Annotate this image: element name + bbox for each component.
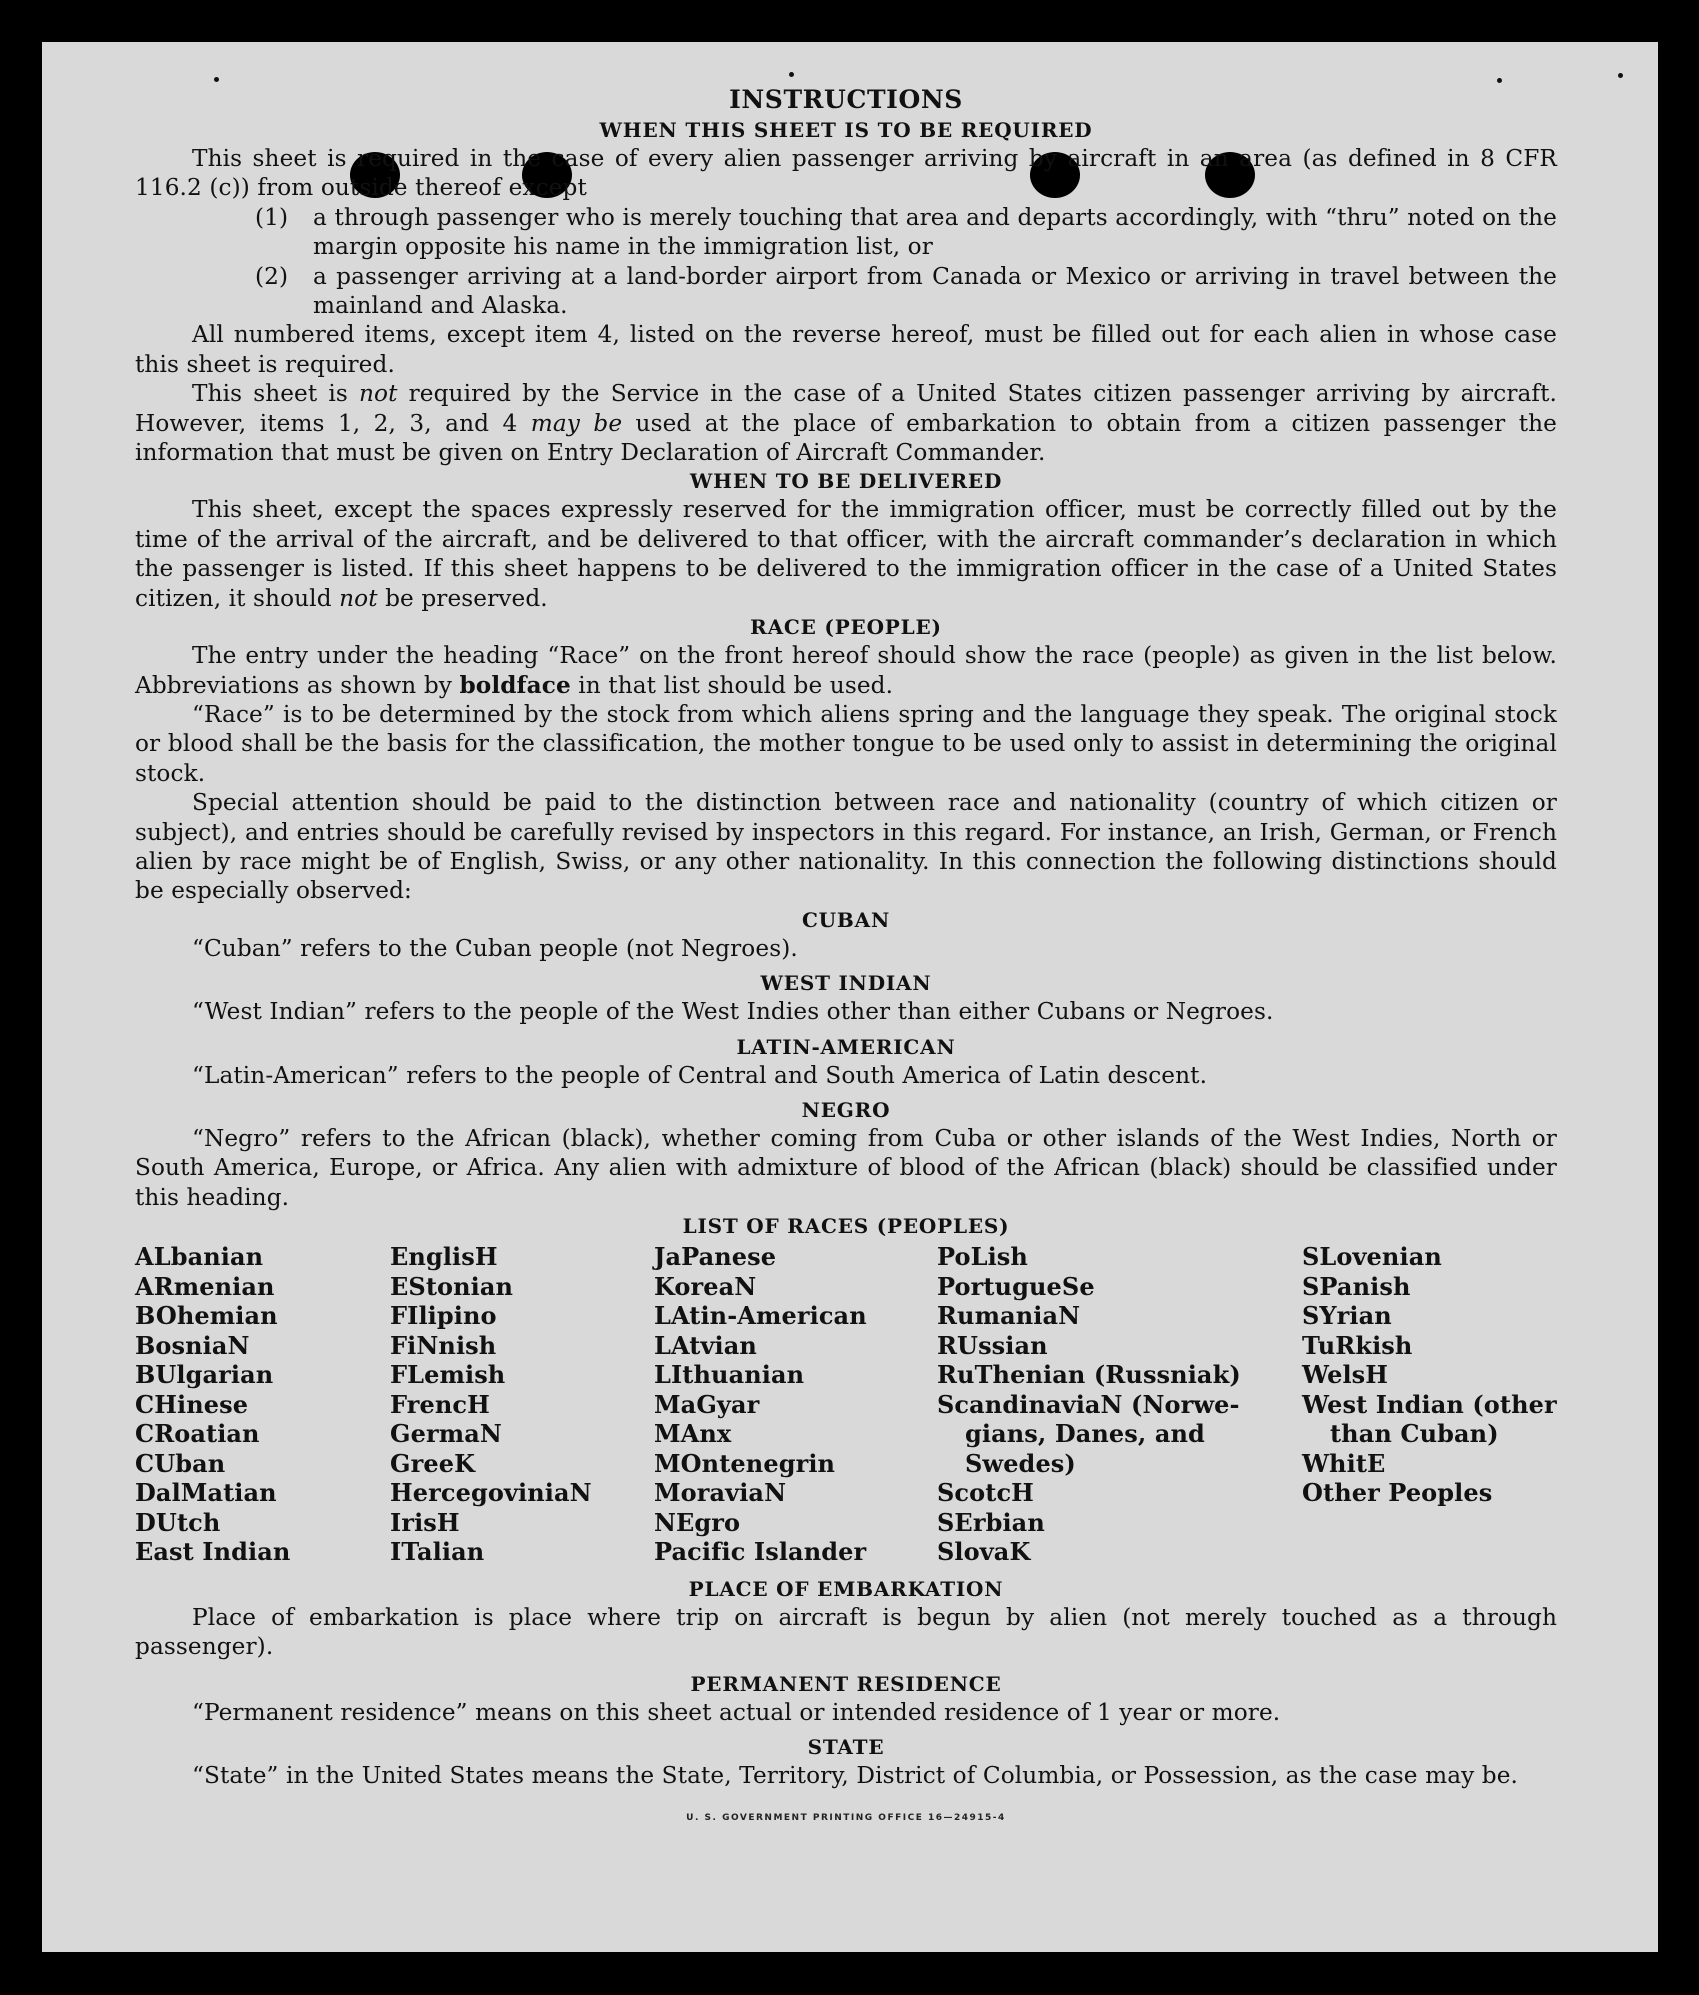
- item-text: a through passenger who is merely touching that area and departs accordingly, with “thru” noted on the margin opposite his name in the immigration list, or: [313, 203, 1557, 261]
- speck: [1618, 73, 1623, 78]
- printer-footer: U. S. GOVERNMENT PRINTING OFFICE 16—24915-4: [686, 1813, 1006, 1824]
- numbered-item: [255, 203, 1557, 262]
- race-item: ALbanian: [135, 1242, 264, 1272]
- race-item: WelsH: [1302, 1360, 1389, 1390]
- race-item: DUtch: [135, 1507, 221, 1537]
- race-item: MOntenegrin: [654, 1448, 836, 1478]
- race-item: West Indian (other: [1302, 1389, 1557, 1419]
- paragraph: “State” in the United States means the State, Territory, District of Columbia, or Possession, as the case may be.: [192, 1761, 1519, 1789]
- race-item: ScotcH: [937, 1478, 1034, 1508]
- race-item: RumaniaN: [937, 1301, 1081, 1331]
- section-heading: CUBAN: [801, 907, 891, 932]
- race-item: East Indian: [135, 1537, 291, 1567]
- race-item: CUban: [135, 1448, 226, 1478]
- race-item: Other Peoples: [1302, 1478, 1493, 1508]
- speck: [1497, 78, 1502, 83]
- race-item: FrencH: [390, 1389, 490, 1419]
- race-item: Pacific Islander: [654, 1537, 867, 1567]
- paragraph: Place of embarkation is place where trip on aircraft is begun by alien (not merely touched as a through passenger).: [135, 1603, 1557, 1661]
- paragraph: “Cuban” refers to the Cuban people (not Negroes).: [192, 934, 798, 962]
- section-heading: WHEN THIS SHEET IS TO BE REQUIRED: [599, 118, 1093, 142]
- race-item: GreeK: [390, 1448, 476, 1478]
- race-item: NEgro: [654, 1507, 741, 1537]
- race-item: EnglisH: [390, 1242, 498, 1272]
- race-item: FiNnish: [390, 1330, 497, 1360]
- race-item: PoLish: [937, 1242, 1028, 1272]
- race-column: [937, 1242, 1302, 1567]
- race-item: LIthuanian: [654, 1360, 805, 1390]
- race-item-continued: than Cuban): [1330, 1419, 1499, 1449]
- race-item: RuThenian (Russniak): [937, 1360, 1241, 1390]
- race-item: LAtin-American: [654, 1301, 867, 1331]
- item-text: a passenger arriving at a land-border airport from Canada or Mexico or arriving in travel between the mainland and Alaska.: [313, 262, 1557, 320]
- race-item: GermaN: [390, 1419, 502, 1449]
- race-item: SPanish: [1302, 1271, 1411, 1301]
- paragraph: “West Indian” refers to the people of the West Indies other than either Cubans or Negroes.: [192, 998, 1274, 1026]
- emphasis: not: [339, 584, 378, 612]
- race-item: BosniaN: [135, 1330, 250, 1360]
- race-item: FIlipino: [390, 1301, 497, 1331]
- paragraph: All numbered items, except item 4, listed on the reverse hereof, must be filled out for each alien in whose case this sheet is required.: [135, 321, 1557, 378]
- emphasis: not: [358, 380, 398, 408]
- race-item: DalMatian: [135, 1478, 277, 1508]
- race-item: SLovenian: [1302, 1242, 1442, 1272]
- race-item: MoraviaN: [654, 1478, 787, 1508]
- race-item: FLemish: [390, 1360, 506, 1390]
- race-column: [1302, 1242, 1557, 1567]
- race-item: ITalian: [390, 1537, 485, 1567]
- race-item: LAtvian: [654, 1330, 757, 1360]
- race-item: BOhemian: [135, 1301, 278, 1331]
- paragraph: Special attention should be paid to the distinction between race and nationality (country of which citizen or subject), and entries should be carefully revised by inspectors in this regard. For instance, an Irish, German, or French alien by race might be of English, Swiss, or any other nationality. In this connection the following distinctions should be especially observed:: [135, 789, 1557, 905]
- paragraph: The entry under the heading “Race” on the front hereof should show the race (people) as given in the list below. Abbreviations as shown by boldface in that list should be used.: [135, 642, 1557, 699]
- race-item: ARmenian: [135, 1271, 275, 1301]
- race-item: WhitE: [1302, 1448, 1386, 1478]
- section-heading: STATE: [807, 1734, 885, 1759]
- race-item: SlovaK: [937, 1537, 1031, 1567]
- race-item: MaGyar: [654, 1389, 760, 1419]
- race-item: BUlgarian: [135, 1360, 274, 1390]
- section-heading: PLACE OF EMBARKATION: [688, 1576, 1004, 1601]
- speck: [214, 77, 219, 82]
- race-item: CHinese: [135, 1389, 249, 1419]
- race-item: EStonian: [390, 1271, 514, 1301]
- item-number: (2): [255, 262, 289, 290]
- race-item-continued: gians, Danes, and: [965, 1419, 1205, 1449]
- emphasis: boldface: [459, 671, 571, 699]
- section-heading: RACE (PEOPLE): [750, 615, 942, 640]
- section-heading: WHEN TO BE DELIVERED: [689, 469, 1003, 494]
- paragraph: “Race” is to be determined by the stock from which aliens spring and the language they speak. The original stock or blood shall be the basis for the classification, the mother tongue to be used only to assist in determining the original stock.: [135, 700, 1557, 787]
- race-item-continued: Swedes): [965, 1448, 1076, 1478]
- race-column: [654, 1242, 937, 1567]
- race-item: SErbian: [937, 1507, 1045, 1537]
- race-item: JaPanese: [654, 1242, 777, 1272]
- page-title: INSTRUCTIONS: [729, 85, 963, 114]
- race-item: PortugueSe: [937, 1271, 1095, 1301]
- paragraph: This sheet is not required by the Service in the case of a United States citizen passenger arriving by aircraft. However, items 1, 2, 3, and 4 may be used at the place of embarkation to obtain from a citizen passenger the information that must be given on Entry Declaration of Aircraft Commander.: [135, 380, 1557, 467]
- section-heading: NEGRO: [801, 1097, 891, 1122]
- race-item: RUssian: [937, 1330, 1048, 1360]
- race-item: TuRkish: [1302, 1330, 1413, 1360]
- race-item: KoreaN: [654, 1271, 757, 1301]
- race-item: SYrian: [1302, 1301, 1392, 1331]
- section-heading: WEST INDIAN: [760, 971, 932, 996]
- section-heading: LIST OF RACES (PEOPLES): [682, 1214, 1010, 1239]
- instructions-page: [135, 84, 1557, 1834]
- numbered-item: [255, 262, 1557, 321]
- section-heading: LATIN-AMERICAN: [736, 1034, 956, 1059]
- item-number: (1): [255, 203, 289, 231]
- race-item: ScandinaviaN (Norwe-: [937, 1389, 1240, 1419]
- paragraph: This sheet is required in the case of every alien passenger arriving by aircraft in an area (as defined in 8 CFR 116.2 (c)) from outside thereof except: [135, 145, 1557, 202]
- race-item: MAnx: [654, 1419, 732, 1449]
- race-column: [390, 1242, 654, 1567]
- paragraph: This sheet, except the spaces expressly reserved for the immigration officer, must be correctly filled out by the time of the arrival of the aircraft, and be delivered to that officer, with the aircraft commander’s declaration in which the passenger is listed. If this sheet happens to be delivered to the immigration officer in the case of a United States citizen, it should not be preserved.: [135, 496, 1557, 612]
- race-list: [135, 1242, 1557, 1567]
- race-item: IrisH: [390, 1507, 460, 1537]
- race-item: HercegoviniaN: [390, 1478, 592, 1508]
- section-heading: PERMANENT RESIDENCE: [690, 1671, 1002, 1696]
- paragraph: “Permanent residence” means on this sheet actual or intended residence of 1 year or more.: [192, 1698, 1281, 1726]
- race-column: [135, 1242, 390, 1567]
- emphasis: may be: [530, 409, 623, 437]
- speck: [789, 72, 794, 77]
- paragraph: “Negro” refers to the African (black), whether coming from Cuba or other islands of the West Indies, North or South America, Europe, or Africa. Any alien with admixture of blood of the African (black) should be classified under this heading.: [135, 1124, 1557, 1211]
- paragraph: “Latin-American” refers to the people of Central and South America of Latin descent.: [192, 1061, 1208, 1089]
- race-item: CRoatian: [135, 1419, 260, 1449]
